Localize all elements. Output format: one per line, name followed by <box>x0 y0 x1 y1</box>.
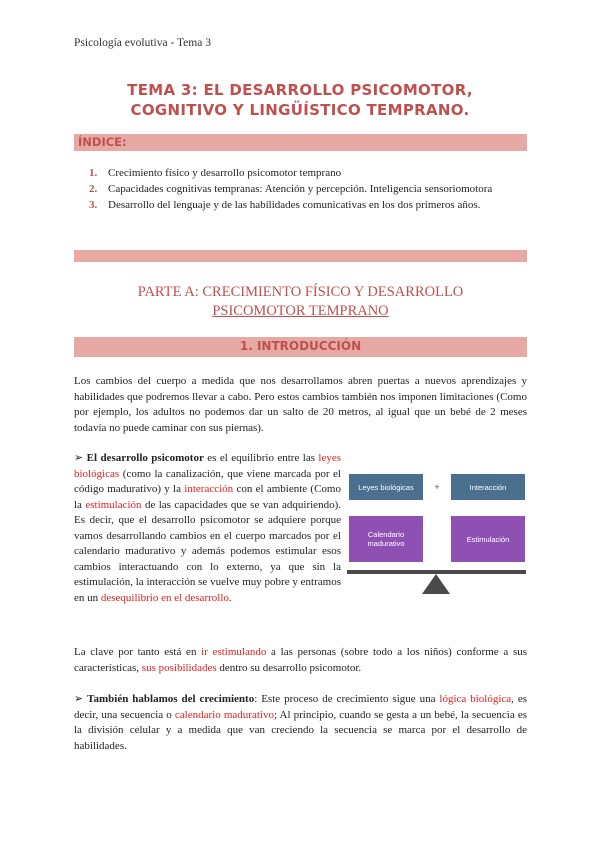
highlight-text: desequilibrio en el desarrollo <box>100 591 229 604</box>
highlight-text: calendario madurativo <box>174 708 274 721</box>
highlight-text: lógica biológica <box>439 693 512 705</box>
term-bold: El desarrollo psicomotor <box>86 452 204 464</box>
text-run: : Este proceso de crecimiento sigue una <box>254 693 440 705</box>
highlight-text: sus posibilidades <box>141 661 217 674</box>
text-run: , es decir, una secuencia o <box>74 693 528 721</box>
index-item-text: Crecimiento físico y desarrollo psicomotor temprano <box>108 167 342 179</box>
psicomotor-paragraph <box>74 451 341 606</box>
index-heading: ÍNDICE: <box>78 135 127 149</box>
arrow-bullet-icon: ➢ <box>74 693 84 705</box>
highlight-text: interacción <box>184 483 234 495</box>
plus-sign: + <box>434 481 440 492</box>
highlight-text: estimulación <box>85 498 142 511</box>
text-run: ; Al principio, cuando se gesta a un bebé, la secuencia es la división celular y a medida que van creciendo la secuencia se marca por el desarrollo de habilidades. <box>74 708 527 752</box>
title-line-2: COGNITIVO Y LINGÜÍSTICO TEMPRANO. <box>130 101 470 119</box>
part-title <box>74 283 527 321</box>
index-item <box>89 182 529 196</box>
index-item <box>89 166 529 180</box>
part-title-line-2: PSICOMOTOR TEMPRANO <box>212 303 389 319</box>
index-item-text: Capacidades cognitivas tempranas: Atención y percepción. Inteligencia sensoriomotora <box>108 183 493 195</box>
index-item-number: 1. <box>89 167 98 179</box>
arrow-bullet-icon: ➢ <box>74 452 84 464</box>
text-run: dentro su desarrollo psicomotor. <box>216 661 362 674</box>
index-item <box>89 198 529 212</box>
clave-paragraph <box>74 645 527 676</box>
index-list <box>89 166 529 214</box>
document-title <box>60 80 540 120</box>
divider-bar <box>74 250 527 262</box>
box-interaccion: Interacción <box>451 474 525 500</box>
highlight-text: leyes biológicas <box>74 452 342 480</box>
page-header: Psicología evolutiva - Tema 3 <box>74 37 211 49</box>
balance-scale-icon <box>345 466 528 601</box>
box-estimulacion: Estimulación <box>451 516 525 562</box>
crecimiento-paragraph <box>74 692 527 754</box>
index-item-number: 2. <box>89 183 98 195</box>
term-bold: También hablamos del crecimiento <box>87 693 255 705</box>
balance-diagram <box>345 466 528 601</box>
box-leyes-biologicas: Leyes biológicas <box>349 474 423 500</box>
index-banner <box>74 134 527 151</box>
box-calendario-madurativo: Calendario madurativo <box>349 516 423 562</box>
section-heading: 1. INTRODUCCIÓN <box>239 339 362 353</box>
text-run: (como la canalización, que viene marcada por el código madurativo) y la <box>74 467 341 495</box>
text-run: de las capacidades que se van adquiriendo). Es decir, que el desarrollo psicomotor se adquiere porque vamos desarrollando cambios en el cuerpo marcados por el calendario madurativo y además podemos estimular esos cambios interactuando con lo externo, ya que sin la estimulación, la interacción se vuelve muy pobre y entramos en un <box>74 498 341 604</box>
highlight-text: ir estimulando <box>201 646 267 658</box>
text-run: con el ambiente (Como la <box>74 483 341 511</box>
text-run: . <box>228 591 232 604</box>
part-title-line-1: PARTE A: CRECIMIENTO FÍSICO Y DESARROLLO <box>137 284 464 300</box>
index-item-number: 3. <box>89 199 98 211</box>
title-line-1: TEMA 3: EL DESARROLLO PSICOMOTOR, <box>127 81 473 99</box>
text-run: La clave por tanto está en <box>74 646 202 658</box>
index-item-text: Desarrollo del lenguaje y de las habilidades comunicativas en los dos primeros años. <box>108 199 481 211</box>
text-run: es el equilibrio entre las <box>203 452 319 464</box>
intro-paragraph: Los cambios del cuerpo a medida que nos desarrollamos abren puertas a nuevos aprendizajes y habilidades que podremos llevar a cabo. Pero estos cambios también nos imponen limitaciones (Como por ejemplo, los adultos no podemos dar un salto de 20 metros, al igual que un bebé de 2 meses todavía no puede caminar con sus piernas). <box>74 375 527 434</box>
text-run: a las personas (sobre todo a los niños) conforme a sus características, <box>74 646 528 674</box>
